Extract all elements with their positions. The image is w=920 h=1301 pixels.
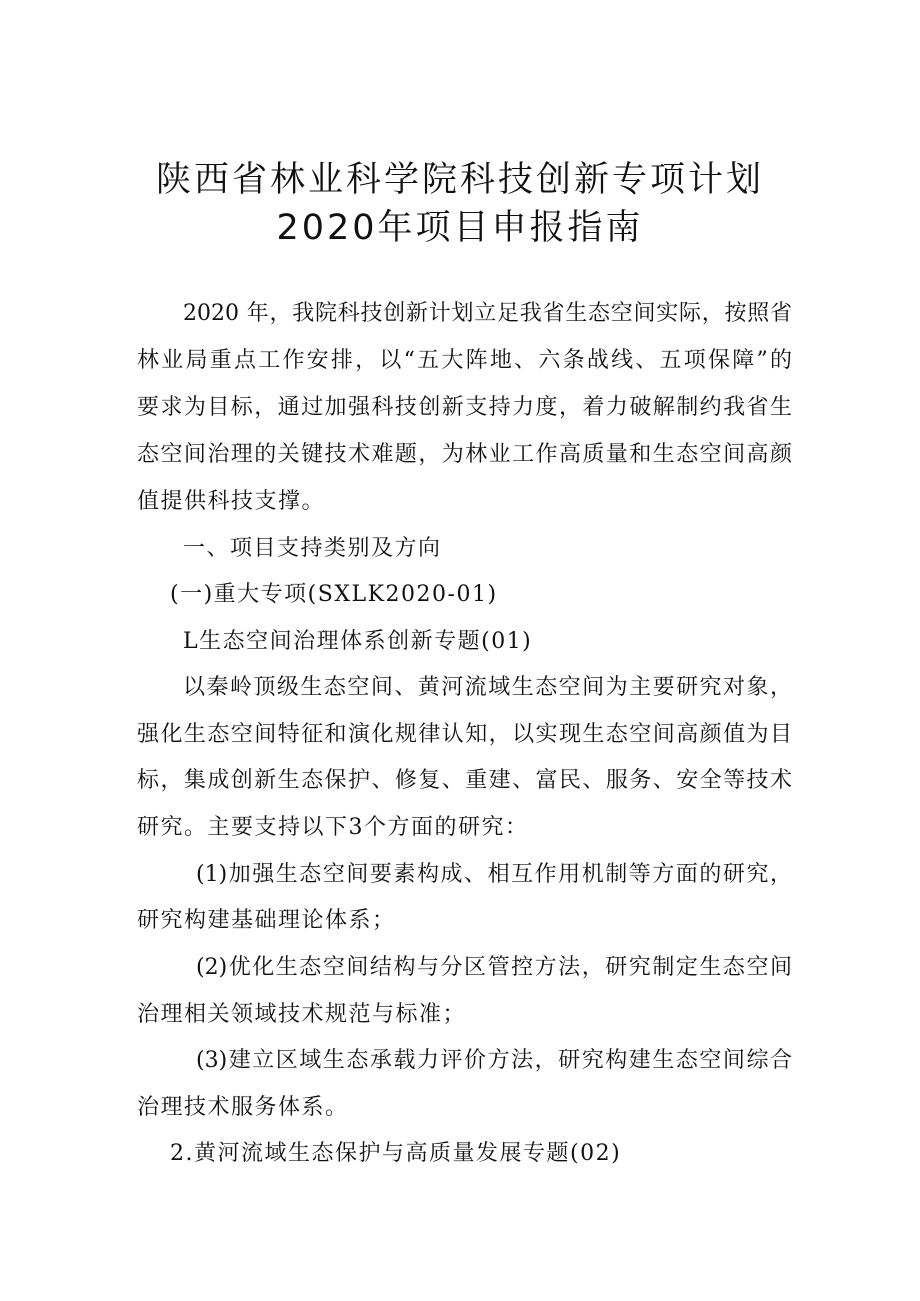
topic-heading: L生态空间治理体系创新专题(01): [183, 629, 533, 654]
body-paragraph-line: 态空间治理的关键技术难题，为林业工作高质量和生态空间高颜: [137, 442, 792, 467]
document-title-line-2: 2020年项目申报指南: [276, 208, 644, 248]
body-paragraph-line: 2020 年，我院科技创新计划立足我省生态空间实际，按照省: [183, 301, 792, 326]
list-item-line: 治理技术服务体系。: [137, 1095, 349, 1120]
body-paragraph-line: 林业局重点工作安排，以“五大阵地、六条战线、五项保障”的: [137, 348, 792, 373]
subsection-heading: (一)重大专项(SXLK2020-01): [170, 582, 498, 607]
list-item-line: (3)建立区域生态承载力评价方法，研究构建生态空间综合: [196, 1048, 792, 1073]
body-paragraph-line: 标，集成创新生态保护、修复、重建、富民、服务、安全等技术: [137, 768, 792, 793]
body-paragraph-line: 要求为目标，通过加强科技创新支持力度，着力破解制约我省生: [137, 395, 792, 420]
list-item-line: 研究构建基础理论体系；: [137, 908, 396, 933]
body-paragraph-line: 值提供科技支撑。: [137, 489, 326, 514]
section-heading: 一、项目支持类别及方向: [183, 536, 442, 561]
topic-heading: 2.黄河流域生态保护与高质量发展专题(02): [170, 1141, 622, 1166]
body-paragraph-line: 以秦岭顶级生态空间、黄河流域生态空间为主要研究对象，: [183, 675, 792, 700]
list-item-line: (2)优化生态空间结构与分区管控方法，研究制定生态空间: [196, 955, 792, 980]
body-paragraph-line: 强化生态空间特征和演化规律认知，以实现生态空间高颜值为目: [137, 722, 792, 747]
list-item-line: 治理相关领域技术规范与标准；: [137, 1002, 467, 1027]
body-paragraph-line: 研究。主要支持以下3个方面的研究：: [137, 815, 529, 840]
list-item-line: (1)加强生态空间要素构成、相互作用机制等方面的研究，: [196, 862, 792, 887]
document-title-line-1: 陕西省林业科学院科技创新专项计划: [155, 160, 764, 200]
